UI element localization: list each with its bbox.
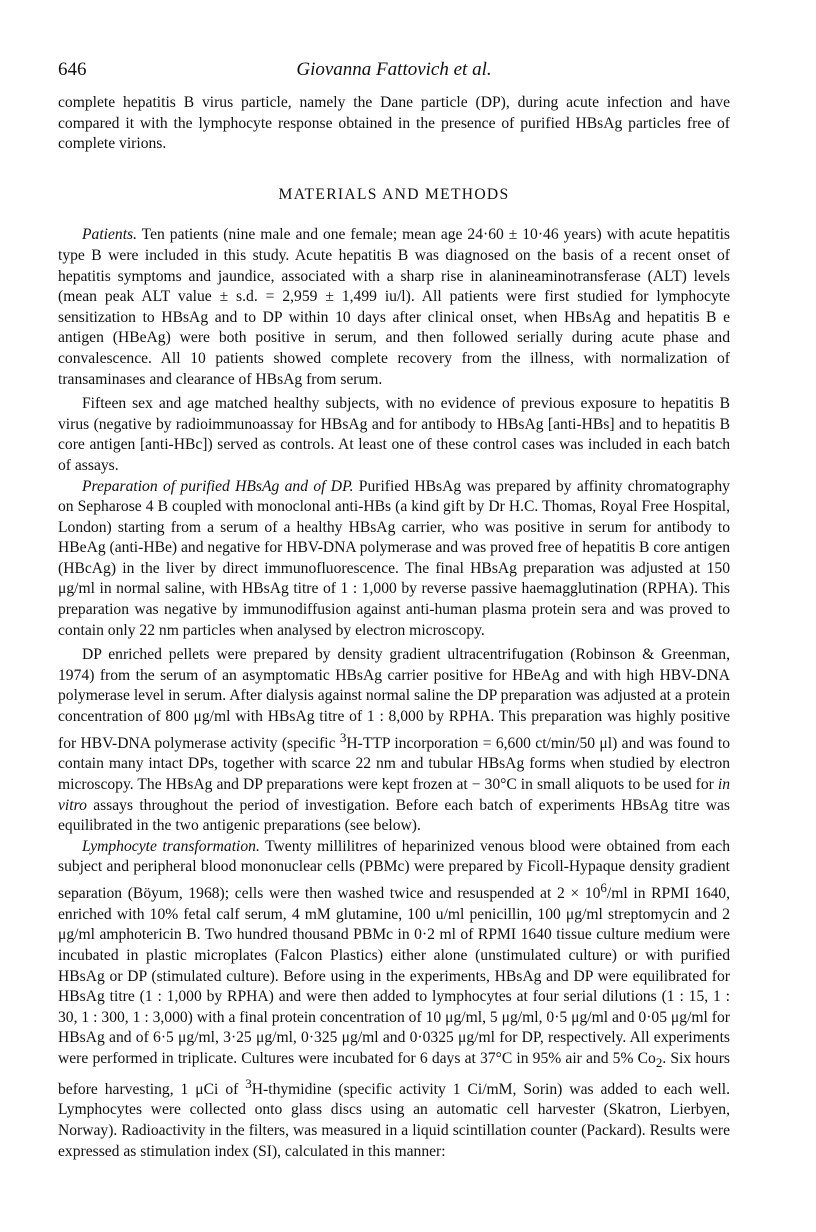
dp-paragraph [58, 645, 730, 837]
page-number: 646 [58, 59, 87, 80]
dp-text-1: DP enriched pellets were prepared by density gradient ultracentrifugation (Robinson & Greenman, 1974) from the serum of an asymptomatic HBsAg carrier positive for HBeAg and with high HBV-DNA polymerase level in serum. After dialysis against normal saline the DP preparation was adjusted at a protein concentration of 800 μg/ml with HBsAg titre of 1 : 8,000 by RPHA. This preparation was highly positive for HBV-DNA polymerase activity (specific [58, 646, 730, 752]
dp-in-vitro: in vitro [58, 776, 730, 814]
preparation-lead: Preparation of purified HBsAg and of DP. [82, 477, 354, 495]
patients-text: Ten patients (nine male and one female; mean age 24·60 ± 10·46 years) with acute hepatitis type B were included in this study. Acute hepatitis B was diagnosed on the basis of a recent onset of hepatitis symptoms and jaundice, associated with a sharp rise in alanineaminotransferase (ALT) levels (mean peak ALT value ± s.d. = 2,959 ± 1,499 iu/l). All patients were first studied for lymphocyte sensitization to HBsAg and to DP within 10 days after clinical onset, when HBsAg and hepatitis B e antigen (HBeAg) were both positive in serum, and then followed serially during acute phase and convalescence. All 10 patients showed complete recovery from the illness, with normalization of transaminases and clearance of HBsAg from serum. [58, 226, 730, 388]
lymphocyte-lead: Lymphocyte transformation. [82, 837, 260, 855]
lymphocyte-paragraph [58, 837, 730, 1162]
intro-paragraph: complete hepatitis B virus particle, namely the Dane particle (DP), during acute infection and have compared it with the lymphocyte response obtained in the presence of purified HBsAg particles free of complete virions. [58, 94, 730, 153]
lymphocyte-text-4: H-thymidine (specific activity 1 Ci/mM, Sorin) was added to each well. Lymphocytes were collected onto glass discs using an automatic cell harvester (Skatron, Lierbyen, Norway). Radioactivity in the filters, was measured in a liquid scintillation counter (Packard). Results were expressed as stimulation index (SI), calculated in this manner: [58, 1080, 730, 1160]
lymphocyte-subscript-2: 2 [655, 1055, 663, 1071]
preparation-paragraph [58, 477, 730, 642]
patients-paragraph [58, 225, 730, 390]
lymphocyte-superscript-3: 3 [245, 1075, 252, 1091]
lymphocyte-text-2: /ml in RPMI 1640, enriched with 10% fetal calf serum, 4 mM glutamine, 100 u/ml penicillin, 100 μg/ml streptomycin and 2 μg/ml amphotericin B. Two hundred thousand PBMc in 0·2 ml of RPMI 1640 tissue culture medium were incubated in plastic microplates (Falcon Plastics) either alone (unstimulated culture) or with purified HBsAg or DP (stimulated culture). Before using in the experiments, HBsAg and DP were equilibrated for HBsAg titre (1 : 1,000 by RPHA) and were then added to lymphocytes at four serial dilutions (1 : 15, 1 : 30, 1 : 300, 1 : 3,000) with a final protein concentration of 10 μg/ml, 5 μg/ml, 0·5 μg/ml and 0·05 μg/ml for HBsAg and of 6·5 μg/ml, 3·25 μg/ml, 0·325 μg/ml and 0·0325 μg/ml for DP, respectively. All experiments were performed in triplicate. Cultures were incubated for 6 days at 37°C in 95% air and 5% Co [58, 885, 730, 1067]
dp-superscript: 3 [339, 729, 347, 745]
patients-lead: Patients. [82, 226, 138, 244]
lymphocyte-superscript-6: 6 [600, 879, 607, 895]
preparation-text: Purified HBsAg was prepared by affinity chromatography on Sepharose 4 B coupled with monoclonal anti-HBs (a kind gift by Dr H.C. Thomas, Royal Free Hospital, London) starting from a serum of a healthy HBsAg carrier, who was positive in serum for antibody to HBeAg (anti-HBe) and negative for HBV-DNA polymerase and was proved free of hepatitis B core antigen (HBcAg) in the liver by direct immunofluorescence. The final HBsAg preparation was adjusted at 150 μg/ml in normal saline, with HBsAg titre of 1 : 1,000 by reverse passive haemagglutination (RPHA). This preparation was negative by immunodiffusion against anti-human plasma protein sera and was proved to contain only 22 nm particles when analysed by electron microscopy. [58, 477, 730, 639]
dp-text-2: H-TTP incorporation = 6,600 ct/min/50 μl) and was found to contain many intact DPs, together with scarce 22 nm and tubular HBsAg forms when studied by electron microscopy. The HBsAg and DP preparations were kept frozen at − 30°C in small aliquots to be used for [58, 734, 730, 793]
running-header [58, 60, 730, 86]
dp-text-3: assays throughout the period of investigation. Before each batch of experiments HBsAg titre was equilibrated in the two antigenic preparations (see below). [58, 796, 730, 835]
journal-page [58, 60, 730, 1162]
section-heading: MATERIALS AND METHODS [278, 185, 510, 203]
controls-paragraph: Fifteen sex and age matched healthy subjects, with no evidence of previous exposure to hepatitis B virus (negative by radioimmunoassay for HBsAg and for antibody to HBsAg [anti-HBs] and to hepatitis B core antigen [anti-HBc]) served as controls. At least one of these control cases was included in each batch of assays. [58, 395, 730, 474]
running-authors: Giovanna Fattovich et al. [296, 59, 492, 80]
lymphocyte-text-3: . Six hours before harvesting, 1 μCi of [58, 1049, 730, 1098]
lymphocyte-text-1: Twenty millilitres of heparinized venous blood were obtained from each subject and peripheral blood mononuclear cells (PBMc) were prepared by Ficoll-Hypaque density gradient separation (Böyum, 1968); cells were then washed twice and resuspended at 2 × 10 [58, 837, 730, 903]
